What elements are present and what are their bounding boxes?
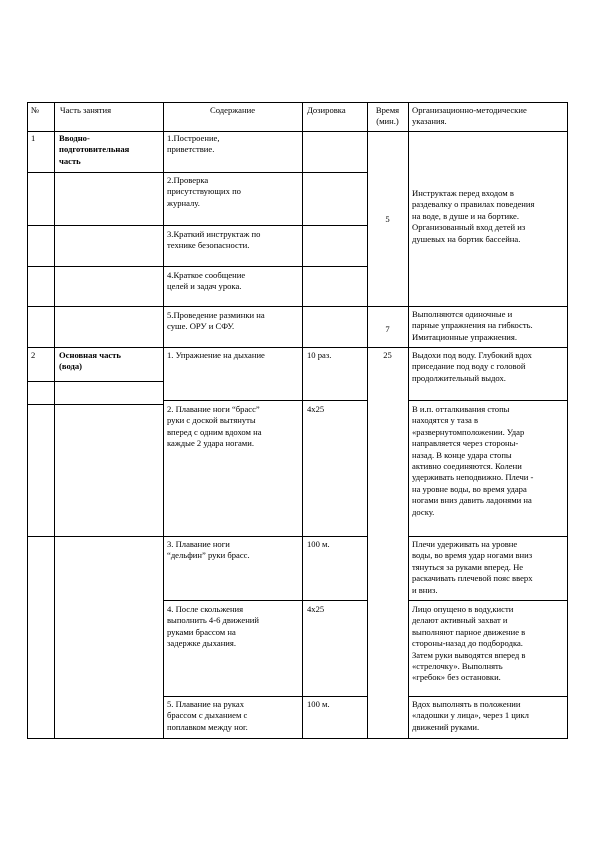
section2-num: 2	[31, 350, 36, 360]
row-divider	[27, 536, 367, 537]
row-divider	[27, 266, 367, 267]
section2-note: Выдохи под воду. Глубокий вдох приседание под воду с головой продолжительный выдох.	[412, 350, 532, 383]
section1-note: Инструктаж перед входом в раздевалку о правилах поведения на воде, в душе и на бортике. Организованный вход детей из душевых на бортик бассейна.	[412, 188, 535, 244]
section1-note: Выполняются одиночные и парные упражнения на гибкость. Имитационные упражнения.	[412, 309, 533, 342]
section1-item: 5.Проведение разминки на суше. ОРУ и СФУ.	[167, 310, 265, 332]
row-divider	[27, 306, 568, 307]
section1-num: 1	[31, 133, 36, 143]
table-border-right	[567, 102, 568, 739]
header-divider	[27, 131, 568, 132]
row-divider	[163, 400, 367, 401]
column-divider	[408, 102, 409, 739]
section2-note: Плечи удерживать на уровне воды, во время удар ногами вниз тянуться за руками вперед. Не раскачивать плечевой пояс вверх и вниз.	[412, 539, 533, 595]
row-divider	[27, 381, 163, 382]
section1-time: 5	[385, 214, 390, 224]
table-border-left	[27, 102, 28, 739]
section2-time: 25	[383, 350, 392, 360]
row-divider	[408, 400, 568, 401]
section2-content: 2. Плавание ноги “брасс” руки с доской вытянуты вперед с одним вдохом на каждые 2 удара ногами.	[167, 404, 262, 449]
section2-dosage: 100 м.	[307, 699, 330, 709]
table-border-bottom	[27, 738, 568, 739]
section2-dosage: 4х25	[307, 404, 325, 414]
section1-item: 2.Проверка присутствующих по журналу.	[167, 175, 241, 208]
header-dosage: Дозировка	[307, 105, 346, 115]
section2-part: Основная часть (вода)	[59, 350, 121, 372]
row-divider	[27, 404, 163, 405]
section1-part: Вводно- подготовительная часть	[59, 133, 130, 166]
section1-item: 3.Краткий инструктаж по технике безопасности.	[167, 229, 261, 251]
section2-dosage: 100 м.	[307, 539, 330, 549]
header-time: Время (мин.)	[375, 105, 400, 127]
row-divider	[27, 347, 568, 348]
header-content: Содержание	[209, 105, 256, 115]
section2-note: Лицо опущено в воду,кисти делают активный захват и выполняют парное движение в стороны-назад до подбородка. Затем руки выводятся вперед в «стрелочку». Выполнять «гребок» без остановки.	[412, 604, 526, 683]
table-border-top	[27, 102, 568, 103]
row-divider	[27, 172, 367, 173]
row-divider	[163, 696, 367, 697]
section1-time: 7	[385, 324, 390, 334]
column-divider	[54, 102, 55, 739]
section2-content: 5. Плавание на руках брассом с дыханием с поплавком между ног.	[167, 699, 248, 732]
column-divider	[163, 102, 164, 739]
row-divider	[408, 536, 568, 537]
section2-note: В и.п. отталкивания стопы находятся у таза в «развернутомположении. Удар направляется через стороны- назад. В конце удара стопы активно соединяются. Колени удерживать неподвижно. Плечи - на уровне воды, во время удара ногами вниз давить ладонями на доску.	[412, 404, 534, 517]
section2-content: 1. Упражнение на дыхание	[167, 350, 265, 360]
column-divider	[302, 102, 303, 739]
row-divider	[408, 696, 568, 697]
section2-content: 4. После скольжения выполнить 4-6 движений руками брассом на задержке дыхания.	[167, 604, 259, 649]
column-divider	[367, 102, 368, 739]
header-part: Часть занятия	[60, 105, 112, 115]
section1-item: 1.Построение, приветствие.	[167, 133, 220, 155]
section2-note: Вдох выполнять в положении «ладошки у лица», через 1 цикл движений руками.	[412, 699, 529, 732]
row-divider	[27, 225, 367, 226]
section1-item: 4.Краткое сообщение целей и задач урока.	[167, 270, 246, 292]
section2-content: 3. Плавание ноги “дельфин” руки брасс.	[167, 539, 250, 561]
section2-dosage: 4х25	[307, 604, 325, 614]
header-notes: Организационно-методические указания.	[412, 105, 527, 127]
header-num: №	[31, 105, 40, 115]
row-divider	[163, 600, 367, 601]
section2-dosage: 10 раз.	[307, 350, 332, 360]
row-divider	[408, 600, 568, 601]
